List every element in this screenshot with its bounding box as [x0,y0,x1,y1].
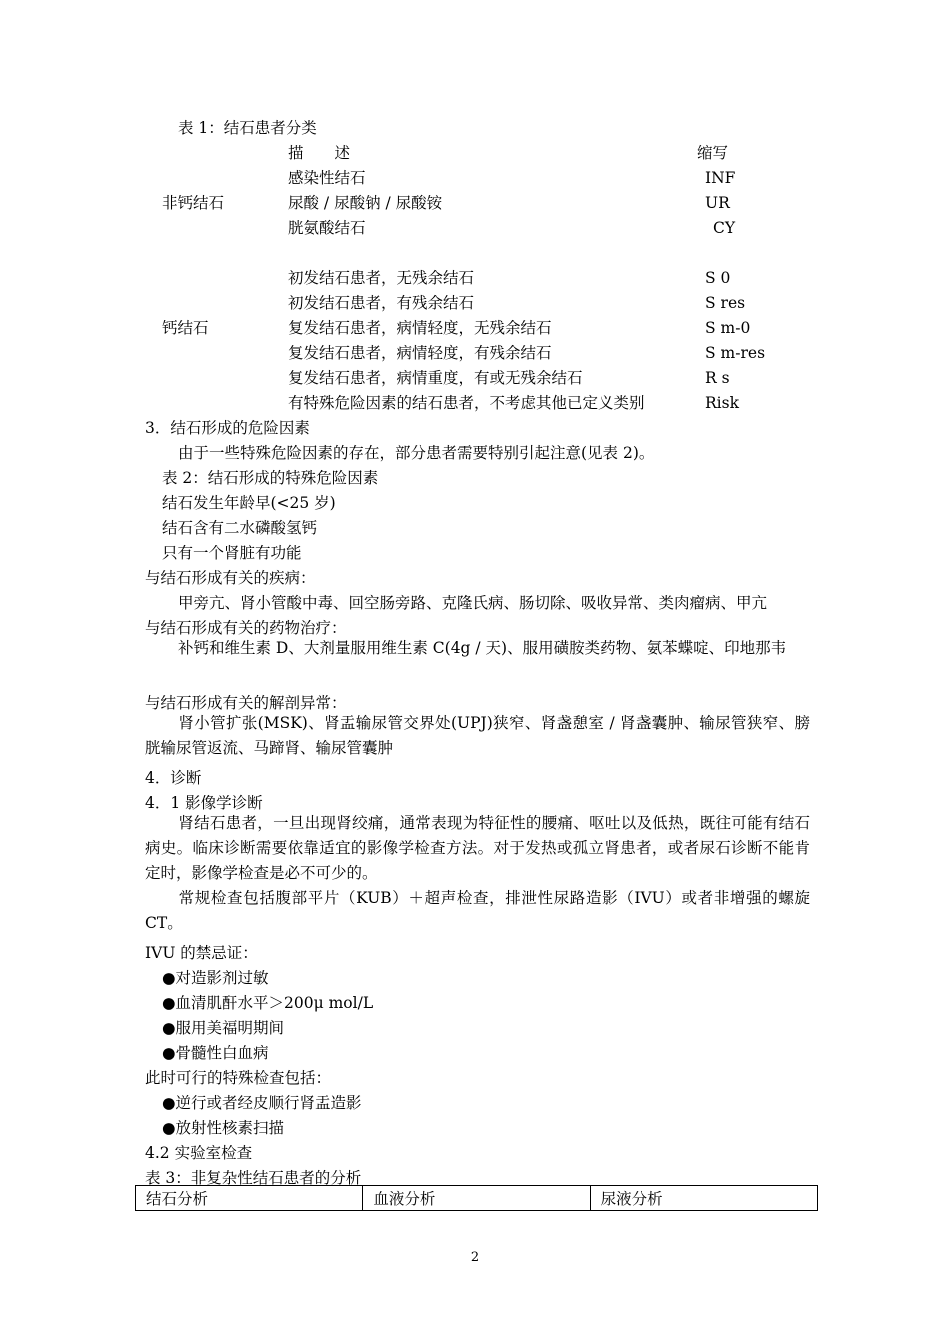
table1-caption: 表 1：结石患者分类 [178,119,317,137]
table1-col-abbr: 缩写 [697,144,729,162]
special-exam-heading: 此时可行的特殊检查包括： [145,1069,332,1087]
table2-caption: 表 2：结石形成的特殊危险因素 [162,469,379,487]
table1-row-abbr: CY [713,219,736,237]
table3-caption: 表 3：非复杂性结石患者的分析 [145,1169,362,1187]
ivu-heading: IVU 的禁忌证： [145,944,258,962]
imaging-text-2: 常规检查包括腹部平片（KUB）＋超声检查，排泄性尿路造影（IVU）或者非增强的螺旋 CT。 [145,889,810,932]
table1-row-abbr: INF [705,169,736,187]
section4-2-heading: 4.2 实验室检查 [145,1144,253,1162]
page-number: 2 [470,1250,480,1265]
imaging-paragraph-1 [145,811,810,886]
table1-group-noncalcium: 非钙结石 [162,194,225,212]
drug-paragraph [145,636,810,661]
table3-header-cell: 尿液分析 [590,1186,817,1211]
table1-group-calcium: 钙结石 [162,319,209,337]
contraindication-item: ●对造影剂过敏 [162,969,269,987]
risk-factor-item: 结石发生年龄早(<25 岁) [162,494,336,512]
table1-row-desc: 初发结石患者，无残余结石 [288,269,475,287]
table1-row-desc: 胱氨酸结石 [288,219,366,237]
section4-1-heading: 4．1 影像学诊断 [145,794,263,812]
table1-row-desc: 有特殊危险因素的结石患者，不考虑其他已定义类别 [288,394,645,412]
section3-heading: 3．结石形成的危险因素 [145,419,310,437]
table1-row-desc: 复发结石患者，病情轻度，无残余结石 [288,319,552,337]
drug-heading: 与结石形成有关的药物治疗： [145,619,347,637]
risk-factor-item: 结石含有二水磷酸氢钙 [162,519,318,537]
table1-row-abbr: S m-0 [705,319,751,337]
table3 [135,1185,818,1211]
anatomy-paragraph [145,711,810,761]
risk-factor-item: 只有一个肾脏有功能 [162,544,302,562]
contraindication-item: ●服用美福明期间 [162,1019,285,1037]
table1-row-desc: 复发结石患者，病情轻度，有残余结石 [288,344,552,362]
table1-row-abbr: S 0 [705,269,731,287]
table1-row-abbr: S res [705,294,746,312]
contraindication-item: ●骨髓性白血病 [162,1044,269,1062]
table1-row-desc: 复发结石患者，病情重度，有或无残余结石 [288,369,583,387]
anatomy-heading: 与结石形成有关的解剖异常： [145,694,347,712]
special-exam-item: ●放射性核素扫描 [162,1119,285,1137]
disease-heading: 与结石形成有关的疾病： [145,569,316,587]
table3-header-cell: 结石分析 [136,1186,363,1211]
disease-text: 甲旁亢、肾小管酸中毒、回空肠旁路、克隆氏病、肠切除、吸收异常、类肉瘤病、甲亢 [178,594,768,612]
table1-row-abbr: S m-res [705,344,766,362]
table1-row-desc: 感染性结石 [288,169,366,187]
contraindication-item: ●血清肌酐水平＞200μ mol/L [162,994,374,1012]
special-exam-item: ●逆行或者经皮顺行肾盂造影 [162,1094,362,1112]
table-row [136,1186,818,1211]
imaging-text-1: 肾结石患者，一旦出现肾绞痛，通常表现为特征性的腰痛、呕吐以及低热，既往可能有结石病史。临床诊断需要依靠适宜的影像学检查方法。对于发热或孤立肾患者，或者尿石诊断不能肯定时，影像学检查是必不可少的。 [145,814,810,882]
table1-row-desc: 初发结石患者，有残余结石 [288,294,475,312]
table1-col-desc: 描 述 [288,144,351,162]
section4-heading: 4．诊断 [145,769,202,787]
section3-intro: 由于一些特殊危险因素的存在，部分患者需要特别引起注意(见表 2)。 [178,444,655,462]
table1-row-abbr: R s [705,369,730,387]
anatomy-text: 肾小管扩张(MSK)、肾盂输尿管交界处(UPJ)狭窄、肾盏憩室 / 肾盏囊肿、输尿管狭窄、膀胱输尿管返流、马蹄肾、输尿管囊肿 [145,714,810,757]
table3-header-cell: 血液分析 [363,1186,590,1211]
imaging-paragraph-2 [145,886,810,936]
table1-row-desc: 尿酸 / 尿酸钠 / 尿酸铵 [288,194,443,212]
drug-text: 补钙和维生素 D、大剂量服用维生素 C(4g / 天)、服用磺胺类药物、氨苯蝶啶、印地那韦 [178,639,787,657]
table1-row-abbr: Risk [705,394,739,412]
table1-row-abbr: UR [705,194,730,212]
